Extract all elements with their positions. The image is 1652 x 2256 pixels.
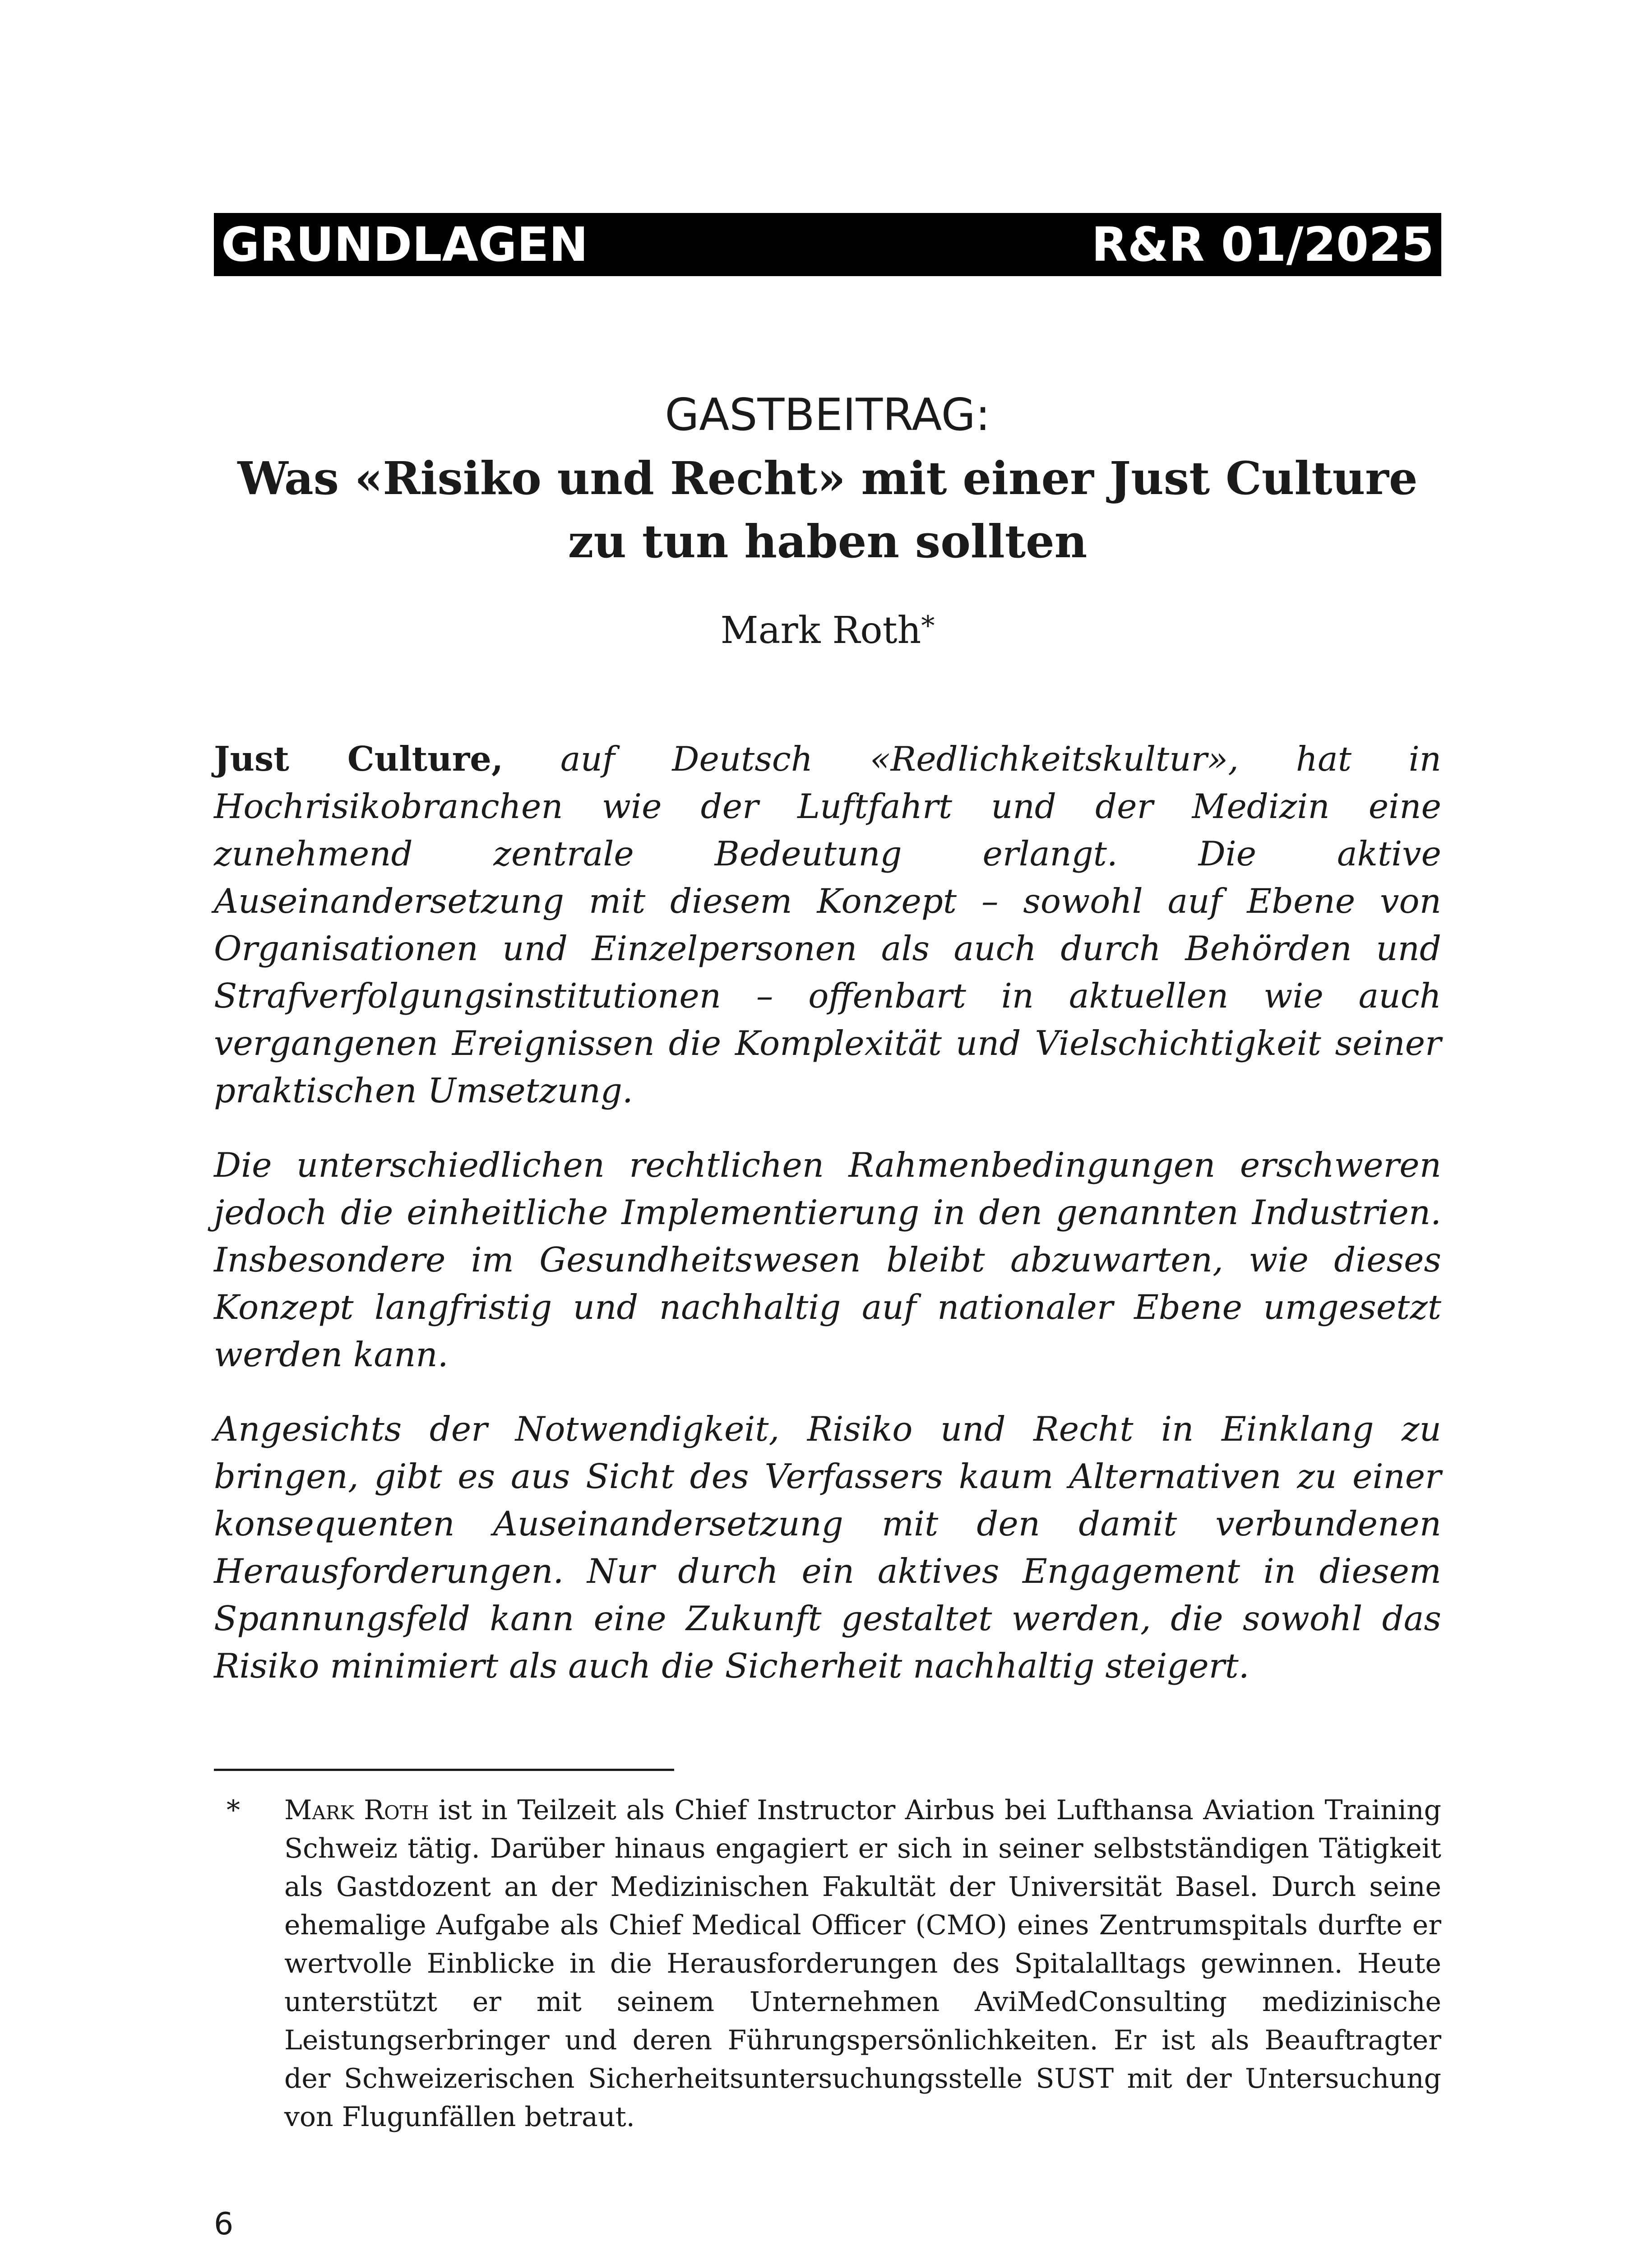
- footnote-marker: *: [227, 1794, 240, 1826]
- footnote-author-name: Mark Roth: [284, 1794, 429, 1826]
- body-paragraph: Angesichts der Notwendigkeit, Risiko und Recht in Einklang zu bringen, gibt es aus Sicht des Verfassers kaum Alternativen zu einer konsequenten Auseinandersetzung mit den damit verbundenen Herausforderungen. Nur durch ein aktives Engagement in diesem Spannungsfeld kann eine Zukunft gestaltet werden, die sowohl das Risiko minimiert als auch die Sicherheit nachhaltig steigert.: [214, 1409, 1441, 1686]
- issue-label: R&R 01/2025: [1091, 217, 1434, 272]
- article-title-block: [214, 384, 1441, 652]
- footnote-divider: [214, 1769, 674, 1771]
- footnote-text: [284, 1791, 1441, 2136]
- section-header-bar: [214, 213, 1441, 276]
- paragraph-text: auf Deutsch «Redlichkeitskultur», hat in Hochrisikobranchen wie der Luftfahrt und der Medizin eine zunehmend zentrale Bedeutung erlangt. Die aktive Auseinandersetzung mit diesem Konzept – sowohl auf Ebene von Organisationen und Einzelpersonen als auch durch Behörden und Strafverfolgungsinstitutionen – offenbart in aktuellen wie auch vergangenen Ereignissen die Komplexität und Vielschichtigkeit seiner praktischen Umsetzung.: [214, 739, 1441, 1110]
- body-paragraph: [214, 735, 1441, 1114]
- footnote-body: ist in Teilzeit als Chief Instructor Airbus bei Lufthansa Aviation Training Schweiz tätig. Darüber hinaus engagiert er sich in seiner selbstständigen Tätigkeit als Gastdozent an der Medizinischen Fakultät der Universität Basel. Durch seine ehemalige Aufgabe als Chief Medical Officer (CMO) eines Zentrumspitals durfte er wertvolle Einblicke in die Herausforderungen des Spitalalltags gewinnen. Heute unterstützt er mit seinem Unternehmen AviMedConsulting medizinische Leistungserbringer und deren Führungspersönlichkeiten. Er ist als Beauftragter der Schweizerischen Sicherheitsuntersuchungsstelle SUST mit der Untersuchung von Flugunfällen betraut.: [284, 1794, 1442, 2133]
- body-paragraph: Die unterschiedlichen rechtlichen Rahmenbedingungen erschweren jedoch die einheitliche Implementierung in den genannten Industrien. Insbesondere im Gesundheitswesen bleibt abzuwarten, wie dieses Konzept langfristig und nachhaltig auf nationaler Ebene umgesetzt werden kann.: [214, 1145, 1441, 1374]
- footnote: [214, 1791, 1441, 2136]
- author-name: Mark Roth: [720, 609, 921, 652]
- lead-term: Just Culture,: [214, 739, 504, 779]
- footnote-reference[interactable]: *: [921, 610, 935, 642]
- section-label: GRUNDLAGEN: [221, 217, 588, 272]
- article-body: [214, 735, 1441, 1717]
- author-line: [214, 609, 1441, 652]
- article-title: Was «Risiko und Recht» mit einer Just Culture zu tun haben sollten: [237, 452, 1418, 568]
- page-number: 6: [214, 2206, 234, 2242]
- article-kicker: GASTBEITRAG:: [665, 389, 990, 441]
